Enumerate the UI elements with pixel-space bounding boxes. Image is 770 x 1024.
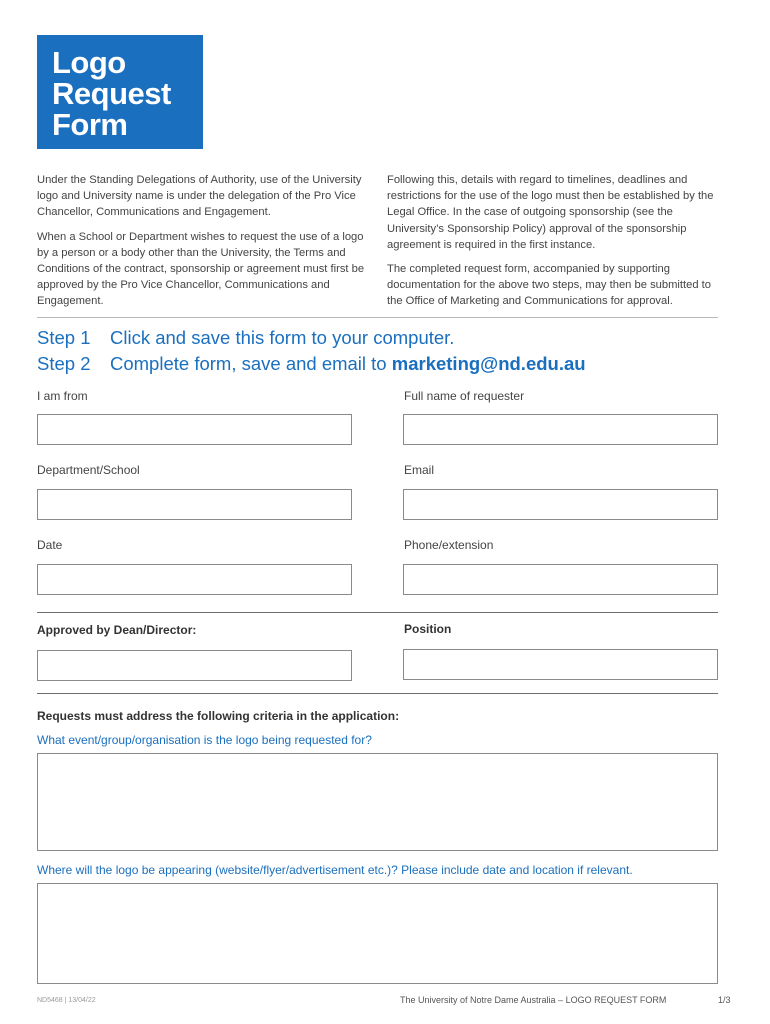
logo-request-form-title-block	[37, 35, 203, 149]
department-label: Department/School	[37, 463, 140, 477]
event-group-textarea[interactable]	[37, 753, 718, 851]
question-event-group: What event/group/organisation is the logo being requested for?	[37, 733, 372, 747]
criteria-heading: Requests must address the following criteria in the application:	[37, 709, 400, 723]
department-input[interactable]	[37, 489, 352, 520]
position-label: Position	[404, 622, 452, 636]
divider-approval-top	[37, 612, 718, 613]
logo-placement-textarea[interactable]	[37, 883, 718, 984]
step-2	[37, 353, 586, 375]
approved-by-input[interactable]	[37, 650, 352, 681]
phone-input[interactable]	[403, 564, 718, 595]
full-name-label: Full name of requester	[404, 389, 525, 403]
email-label: Email	[404, 463, 435, 477]
title-line-2: Request	[52, 76, 171, 111]
footer-document-code: ND5468 | 13/04/22	[37, 997, 96, 1004]
divider-approval-bottom	[37, 693, 718, 694]
email-input[interactable]	[403, 489, 718, 520]
position-input[interactable]	[403, 649, 718, 680]
intro-right-column	[387, 172, 727, 318]
question-logo-placement: Where will the logo be appearing (website/flyer/advertisement etc.)? Please include date and location if relevant.	[37, 863, 633, 877]
phone-label: Phone/extension	[404, 538, 494, 552]
divider-top	[37, 317, 718, 318]
step-1-text: Click and save this form to your computer.	[110, 327, 455, 348]
step-1-label: Step 1	[37, 327, 91, 348]
intro-right-paragraph-1: Following this, details with regard to timelines, deadlines and restrictions for the use of the logo must then be established by the Legal Office. In the case of outgoing sponsorship (see the University’s Sponsorship Policy) approval of the sponsorship agreement is required in the first instance.	[387, 174, 714, 251]
footer-title: The University of Notre Dame Australia – LOGO REQUEST FORM	[400, 995, 667, 1005]
footer-page-number: 1/3	[718, 995, 731, 1005]
intro-left-paragraph-1: Under the Standing Delegations of Authority, use of the University logo and University name is under the delegation of the Pro Vice Chancellor, Communications and Engagement.	[37, 174, 362, 219]
i-am-from-input[interactable]	[37, 414, 352, 445]
i-am-from-label: I am from	[37, 389, 88, 403]
marketing-email-link[interactable]: marketing@nd.edu.au	[391, 353, 586, 374]
approved-by-label: Approved by Dean/Director:	[37, 623, 197, 637]
title-line-3: Form	[52, 107, 128, 142]
date-label: Date	[37, 538, 63, 552]
step-2-label: Step 2	[37, 353, 91, 374]
title-line-1: Logo	[52, 45, 126, 80]
intro-right-paragraph-2: The completed request form, accompanied by supporting documentation for the above two steps, may then be submitted to the Office of Marketing and Communications for approval.	[387, 263, 712, 308]
intro-left-column	[37, 172, 377, 318]
intro-left-paragraph-2: When a School or Department wishes to request the use of a logo by a person or a body other than the University, the Terms and Conditions of the contract, sponsorship or agreement must first be approved by the Pro Vice Chancellor, Communications and Engagement.	[37, 230, 365, 308]
full-name-input[interactable]	[403, 414, 718, 445]
step-1	[37, 327, 454, 349]
step-2-text: Complete form, save and email to	[110, 353, 392, 374]
date-input[interactable]	[37, 564, 352, 595]
